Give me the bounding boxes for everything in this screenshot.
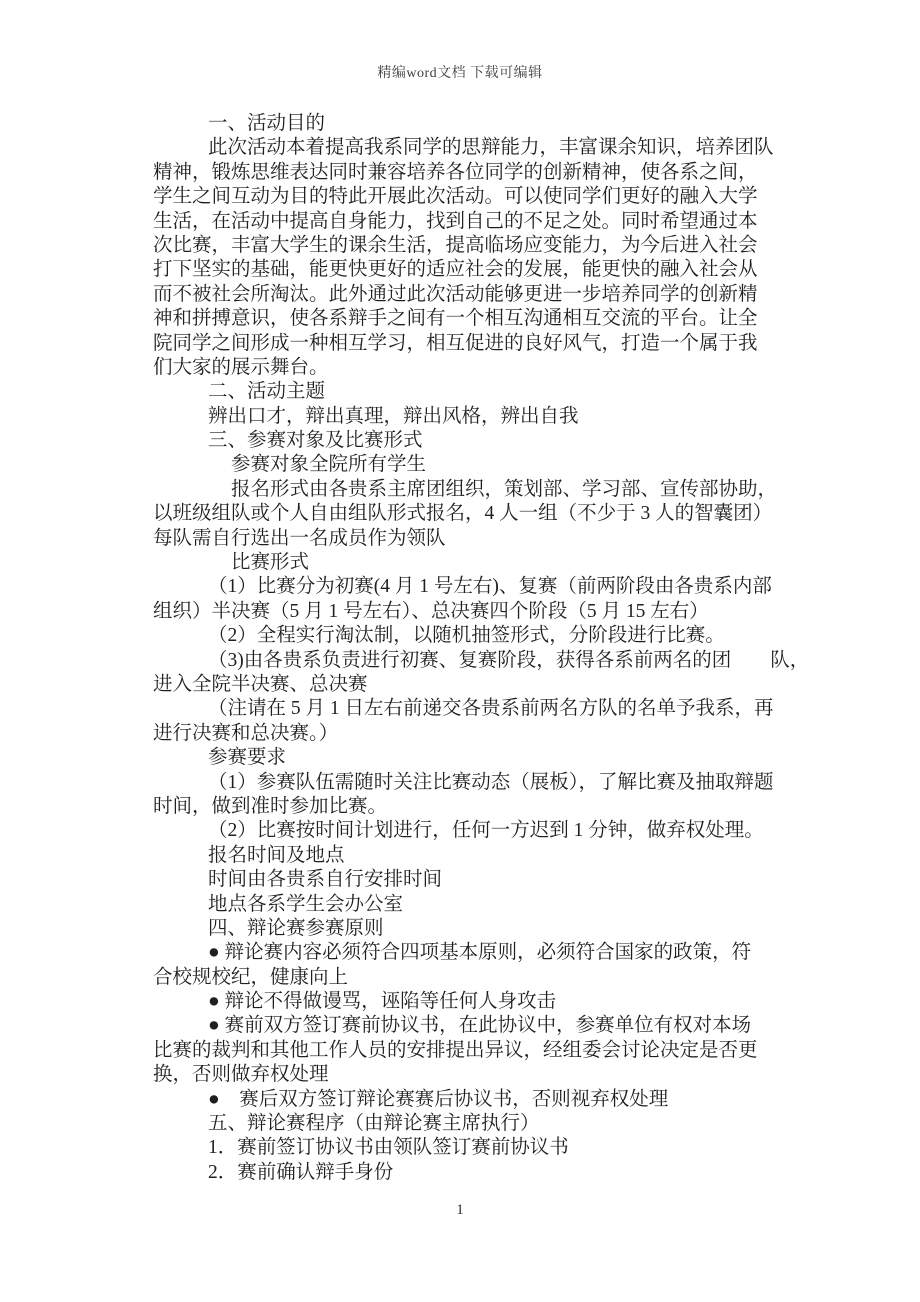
text-line: ● 辩论不得做谩骂，诬陷等任何人身攻击	[208, 991, 557, 1013]
text-line: （1）比赛分为初赛(4 月 1 号左右)、复赛（前两阶段由各贵系内部	[208, 576, 772, 598]
text-line: 此次活动本着提高我系同学的思辩能力，丰富课余知识，培养团队	[208, 137, 774, 159]
text-line: 参赛对象全院所有学生	[231, 454, 427, 476]
text-line: 换，否则做弃权处理	[153, 1064, 329, 1086]
text-line: 进行决赛和总决赛。）	[153, 722, 339, 744]
text-line: （3)由各贵系负责进行初赛、复赛阶段，获得各系前两名的团 队，	[208, 649, 810, 671]
text-line: （注请在 5 月 1 日左右前递交各贵系前两名方队的名单予我系，再	[208, 698, 774, 720]
text-line: 生活，在活动中提高自身能力，找到自己的不足之处。同时希望通过本	[153, 210, 758, 232]
text-line: ● 辩论赛内容必须符合四项基本原则，必须符合国家的政策，符	[208, 942, 752, 964]
text-line: 时间，做到准时参加比赛。	[153, 795, 388, 817]
text-line: 次比赛，丰富大学生的课余生活，提高临场应变能力，为今后进入社会	[153, 234, 758, 256]
text-line: 们大家的展示舞台。	[153, 356, 329, 378]
text-line: 参赛要求	[208, 747, 287, 769]
text-line: 报名时间及地点	[208, 844, 345, 866]
text-line: 比赛形式	[231, 552, 310, 574]
text-line: 打下坚实的基础，能更快更好的适应社会的发展，能更快的融入社会从	[153, 259, 758, 281]
text-line: 五、辩论赛程序（由辩论赛主席执行）	[208, 1113, 540, 1135]
text-line: 每队需自行选出一名成员作为领队	[153, 527, 446, 549]
text-line: 辨出口才，辩出真理，辩出风格，辨出自我	[208, 405, 579, 427]
text-line: 一、活动目的	[208, 113, 326, 134]
text-line: 院同学之间形成一种相互学习，相互促进的良好风气，打造一个属于我	[153, 332, 758, 354]
text-line: 组织）半决赛（5 月 1 号左右）、总决赛四个阶段（5 月 15 左右）	[153, 600, 709, 622]
text-line: 地点各系学生会办公室	[208, 893, 404, 915]
text-line: （2）比赛按时间计划进行，任何一方迟到 1 分钟，做弃权处理。	[208, 820, 764, 842]
text-line: 比赛的裁判和其他工作人员的安排提出异议，经组委会讨论决定是否更	[153, 1039, 758, 1061]
text-line: 学生之间互动为目的特此开展此次活动。可以使同学们更好的融入大学	[153, 186, 758, 208]
text-line: 时间由各贵系自行安排时间	[208, 869, 443, 891]
text-line: （1）参赛队伍需随时关注比赛动态（展板），了解比赛及抽取辩题	[208, 771, 774, 793]
document-header-watermark: 精编word文档 下载可编辑	[377, 66, 543, 81]
text-line: 精神，锻炼思维表达同时兼容培养各位同学的创新精神，使各系之间，	[153, 161, 758, 183]
text-line: 四、辩论赛参赛原则	[208, 917, 384, 939]
text-line: ● 赛前双方签订赛前协议书，在此协议中，参赛单位有权对本场	[208, 1015, 752, 1037]
text-line: （2）全程实行淘汰制，以随机抽签形式，分阶段进行比赛。	[208, 625, 725, 647]
text-line: 进入全院半决赛、总决赛	[153, 673, 368, 695]
text-line: 三、参赛对象及比赛形式	[208, 430, 423, 452]
text-line: 1．赛前签订协议书由领队签订赛前协议书	[208, 1137, 569, 1159]
text-line: 以班级组队或个人自由组队形式报名，4 人一组（不少于 3 人的智囊团）	[153, 503, 773, 525]
page-number: 1	[456, 1202, 464, 1218]
document-body	[153, 112, 813, 1185]
text-line: 二、活动主题	[208, 381, 326, 403]
text-line: 报名形式由各贵系主席团组织，策划部、学习部、宣传部协助，	[231, 478, 778, 500]
text-line: ● 赛后双方签订辩论赛赛后协议书，否则视弃权处理	[208, 1088, 669, 1110]
text-line: 神和拼搏意识，使各系辩手之间有一个相互沟通相互交流的平台。让全	[153, 308, 758, 330]
text-line: 而不被社会所淘汰。此外通过此次活动能够更进一步培养同学的创新精	[153, 283, 758, 305]
text-line: 合校规校纪，健康向上	[153, 966, 349, 988]
text-line: 2．赛前确认辩手身份	[208, 1161, 394, 1183]
